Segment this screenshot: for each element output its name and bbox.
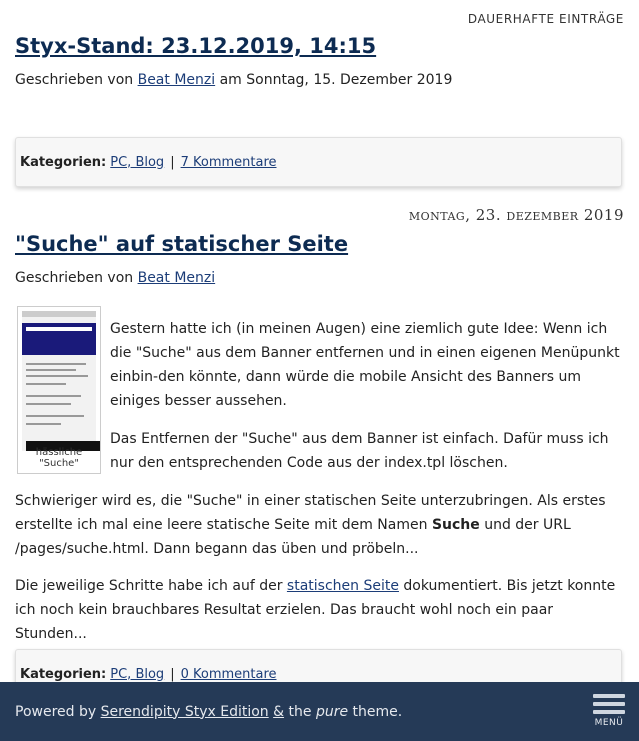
categories-label: Kategorien: (20, 666, 107, 682)
separator: | (170, 154, 175, 170)
post-1-categories-link[interactable]: PC, Blog (110, 154, 165, 170)
thumbnail-image (22, 311, 96, 451)
post-2-author-link[interactable]: Beat Menzi (137, 270, 216, 286)
post-2-paragraph-4: Die jeweilige Schritte habe ich auf der statischen Seite dokumentiert. Bis jetzt konnte ich noch kein brauchbares Resultat erzielen. Das braucht wohl noch ein paar Stunden... (15, 578, 616, 642)
footer-the: the (288, 703, 312, 720)
categories-label: Kategorien: (20, 154, 107, 170)
post-1-title (15, 34, 624, 58)
date-header: montag, 23. dezember 2019 (408, 206, 624, 224)
separator: | (170, 666, 175, 682)
post-2-byline (15, 270, 624, 286)
site-footer (0, 682, 639, 741)
post-2-paragraph-2: Das Entfernen der "Suche" aus dem Banner ist einfach. Dafür muss ich nur den entsprechenden Code aus der index.tpl löschen. (110, 431, 609, 471)
permanent-entries-link[interactable]: DAUERHAFTE EINTRÄGE (467, 12, 624, 26)
styx-link[interactable]: Serendipity Styx Edition (100, 703, 269, 720)
post-1 (15, 34, 624, 88)
post-1-comments-link[interactable]: 7 Kommentare (180, 154, 277, 170)
footer-powered: Powered by (15, 703, 97, 720)
byline-date: am Sonntag, 15. Dezember 2019 (219, 72, 453, 88)
menu-button[interactable] (593, 694, 625, 732)
post-2 (15, 232, 624, 286)
menu-label: MENÜ (594, 718, 624, 728)
post-1-author-link[interactable]: Beat Menzi (137, 72, 216, 88)
post-2-title-link[interactable]: "Suche" auf statischer Seite (15, 232, 349, 256)
footer-amp-link[interactable]: & (273, 703, 285, 720)
post-2-paragraph-1: Gestern hatte ich (in meinen Augen) eine ziemlich gute Idee: Wenn ich die "Suche" aus dem Banner entfernen und in einen eigenen Menüpunkt einbin-den könnte, dann würde die mobile Ansicht des Banners um einiges besser aussehen. (110, 321, 620, 409)
hamburger-icon (593, 694, 625, 714)
byline-prefix: Geschrieben von (15, 72, 134, 88)
post-1-categories-box (15, 137, 622, 187)
post-2-title (15, 232, 624, 256)
post-2-comments-link[interactable]: 0 Kommentare (180, 666, 277, 682)
bold-suche: Suche (431, 517, 480, 533)
byline-prefix: Geschrieben von (15, 270, 134, 286)
static-page-link[interactable]: statischen Seite (286, 578, 399, 594)
footer-theme: theme. (352, 703, 403, 720)
post-2-paragraph-3: Schwieriger wird es, die "Suche" in einer statischen Seite unterzubringen. Als erstes erstellte ich mal eine leere statische Seite mit dem Namen Suche und der URL /pages/suche.html. Dann begann das üben und pröbeln... (15, 493, 606, 557)
thumbnail-caption: hässliche "Suche" (35, 447, 83, 469)
screenshot-thumbnail[interactable] (17, 306, 101, 474)
post-1-title-link[interactable]: Styx-Stand: 23.12.2019, 14:15 (15, 34, 377, 58)
post-2-categories-link[interactable]: PC, Blog (110, 666, 165, 682)
footer-pure: pure (315, 703, 349, 720)
post-1-byline (15, 72, 624, 88)
